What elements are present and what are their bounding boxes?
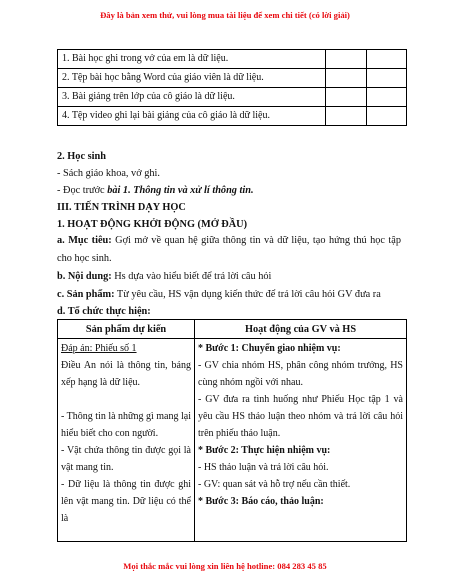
answer-cell xyxy=(326,88,366,107)
data-checklist-table xyxy=(57,49,407,126)
table-header-row xyxy=(58,320,407,339)
student-heading: 2. Học sinh xyxy=(57,151,106,162)
table-row xyxy=(58,107,407,126)
table-row xyxy=(58,88,407,107)
activity-cell xyxy=(195,339,407,542)
answer-cell xyxy=(326,50,366,69)
carrier-definition: - Vật chứa thông tin được gọi là vật mang tin. xyxy=(61,445,191,473)
section-heading: III. TIẾN TRÌNH DẠY HỌC xyxy=(57,202,186,213)
statement-cell: 4. Tệp video ghi lại bài giảng của cô giáo là dữ liệu. xyxy=(58,107,326,126)
answer-cell xyxy=(326,69,366,88)
statement-cell: 3. Bài giảng trên lớp của cô giáo là dữ liệu. xyxy=(58,88,326,107)
hotline-banner: Mọi thắc mắc vui lòng xin liên hệ hotline: 084 283 45 85 xyxy=(123,561,327,571)
data-definition: - Dữ liệu là thông tin được ghi lên vật mang tin. Dữ liệu có thể là xyxy=(61,479,191,524)
step1-heading: * Bước 1: Chuyển giao nhiệm vụ: xyxy=(198,343,341,354)
answer-cell xyxy=(366,50,406,69)
info-definition: - Thông tin là những gì mang lại hiểu biết cho con người. xyxy=(61,411,191,439)
answer-cell xyxy=(366,88,406,107)
step1-situation: - GV đưa ra tình huống như Phiếu Học tập 1 và yêu cầu HS thảo luận theo nhóm và trả lời câu hỏi trên phiếu thảo luận. xyxy=(198,394,403,439)
column-header-expected-product: Sản phẩm dự kiến xyxy=(58,320,195,339)
answer-cell xyxy=(326,107,366,126)
activity-plan-table xyxy=(57,319,407,542)
goal-paragraph: a. Mục tiêu: Gợi mở về quan hệ giữa thông tin và dữ liệu, tạo hứng thú học tập cho học sinh. xyxy=(57,235,402,264)
statement-cell: 1. Bài học ghi trong vở của em là dữ liệu. xyxy=(58,50,326,69)
step1-grouping: - GV chia nhóm HS, phân công nhóm trưởng, HS cùng nhóm ngồi với nhau. xyxy=(198,360,403,388)
preview-banner: Đây là bản xem thử, vui lòng mua tài liệu để xem chi tiết (có lời giải) xyxy=(100,10,350,20)
step3-heading: * Bước 3: Báo cáo, thảo luận: xyxy=(198,496,324,507)
statement-cell: 2. Tệp bài học bằng Word của giáo viên là dữ liệu. xyxy=(58,69,326,88)
step2-discuss: - HS thảo luận và trả lời câu hỏi. xyxy=(198,462,329,473)
expected-product-cell xyxy=(58,339,195,542)
organization-heading: d. Tổ chức thực hiện: xyxy=(57,306,151,317)
student-item-textbook: - Sách giáo khoa, vở ghi. xyxy=(57,168,160,179)
column-header-teacher-student-activity: Hoạt động của GV và HS xyxy=(195,320,407,339)
answer-cell xyxy=(366,107,406,126)
answer-cell xyxy=(366,69,406,88)
table-row xyxy=(58,69,407,88)
student-item-reading: - Đọc trước bài 1. Thông tin và xử lí thông tin. xyxy=(57,185,254,196)
step2-heading: * Bước 2: Thực hiện nhiệm vụ: xyxy=(198,445,331,456)
step2-observe: - GV: quan sát và hỗ trợ nếu cần thiết. xyxy=(198,479,351,490)
activity-heading: 1. HOẠT ĐỘNG KHỞI ĐỘNG (MỞ ĐẦU) xyxy=(57,219,248,230)
table-row xyxy=(58,339,407,542)
answer-text: Điều An nói là thông tin, bảng xếp hạng là dữ liệu. xyxy=(61,360,191,388)
table-row xyxy=(58,50,407,69)
answer-label: Đáp án: Phiếu số 1 xyxy=(61,343,137,354)
content-paragraph: b. Nội dung: Hs dựa vào hiểu biết để trả lời câu hỏi xyxy=(57,271,272,282)
product-paragraph: c. Sản phẩm: Từ yêu cầu, HS vận dụng kiến thức để trả lời câu hỏi GV đưa ra xyxy=(57,289,381,300)
